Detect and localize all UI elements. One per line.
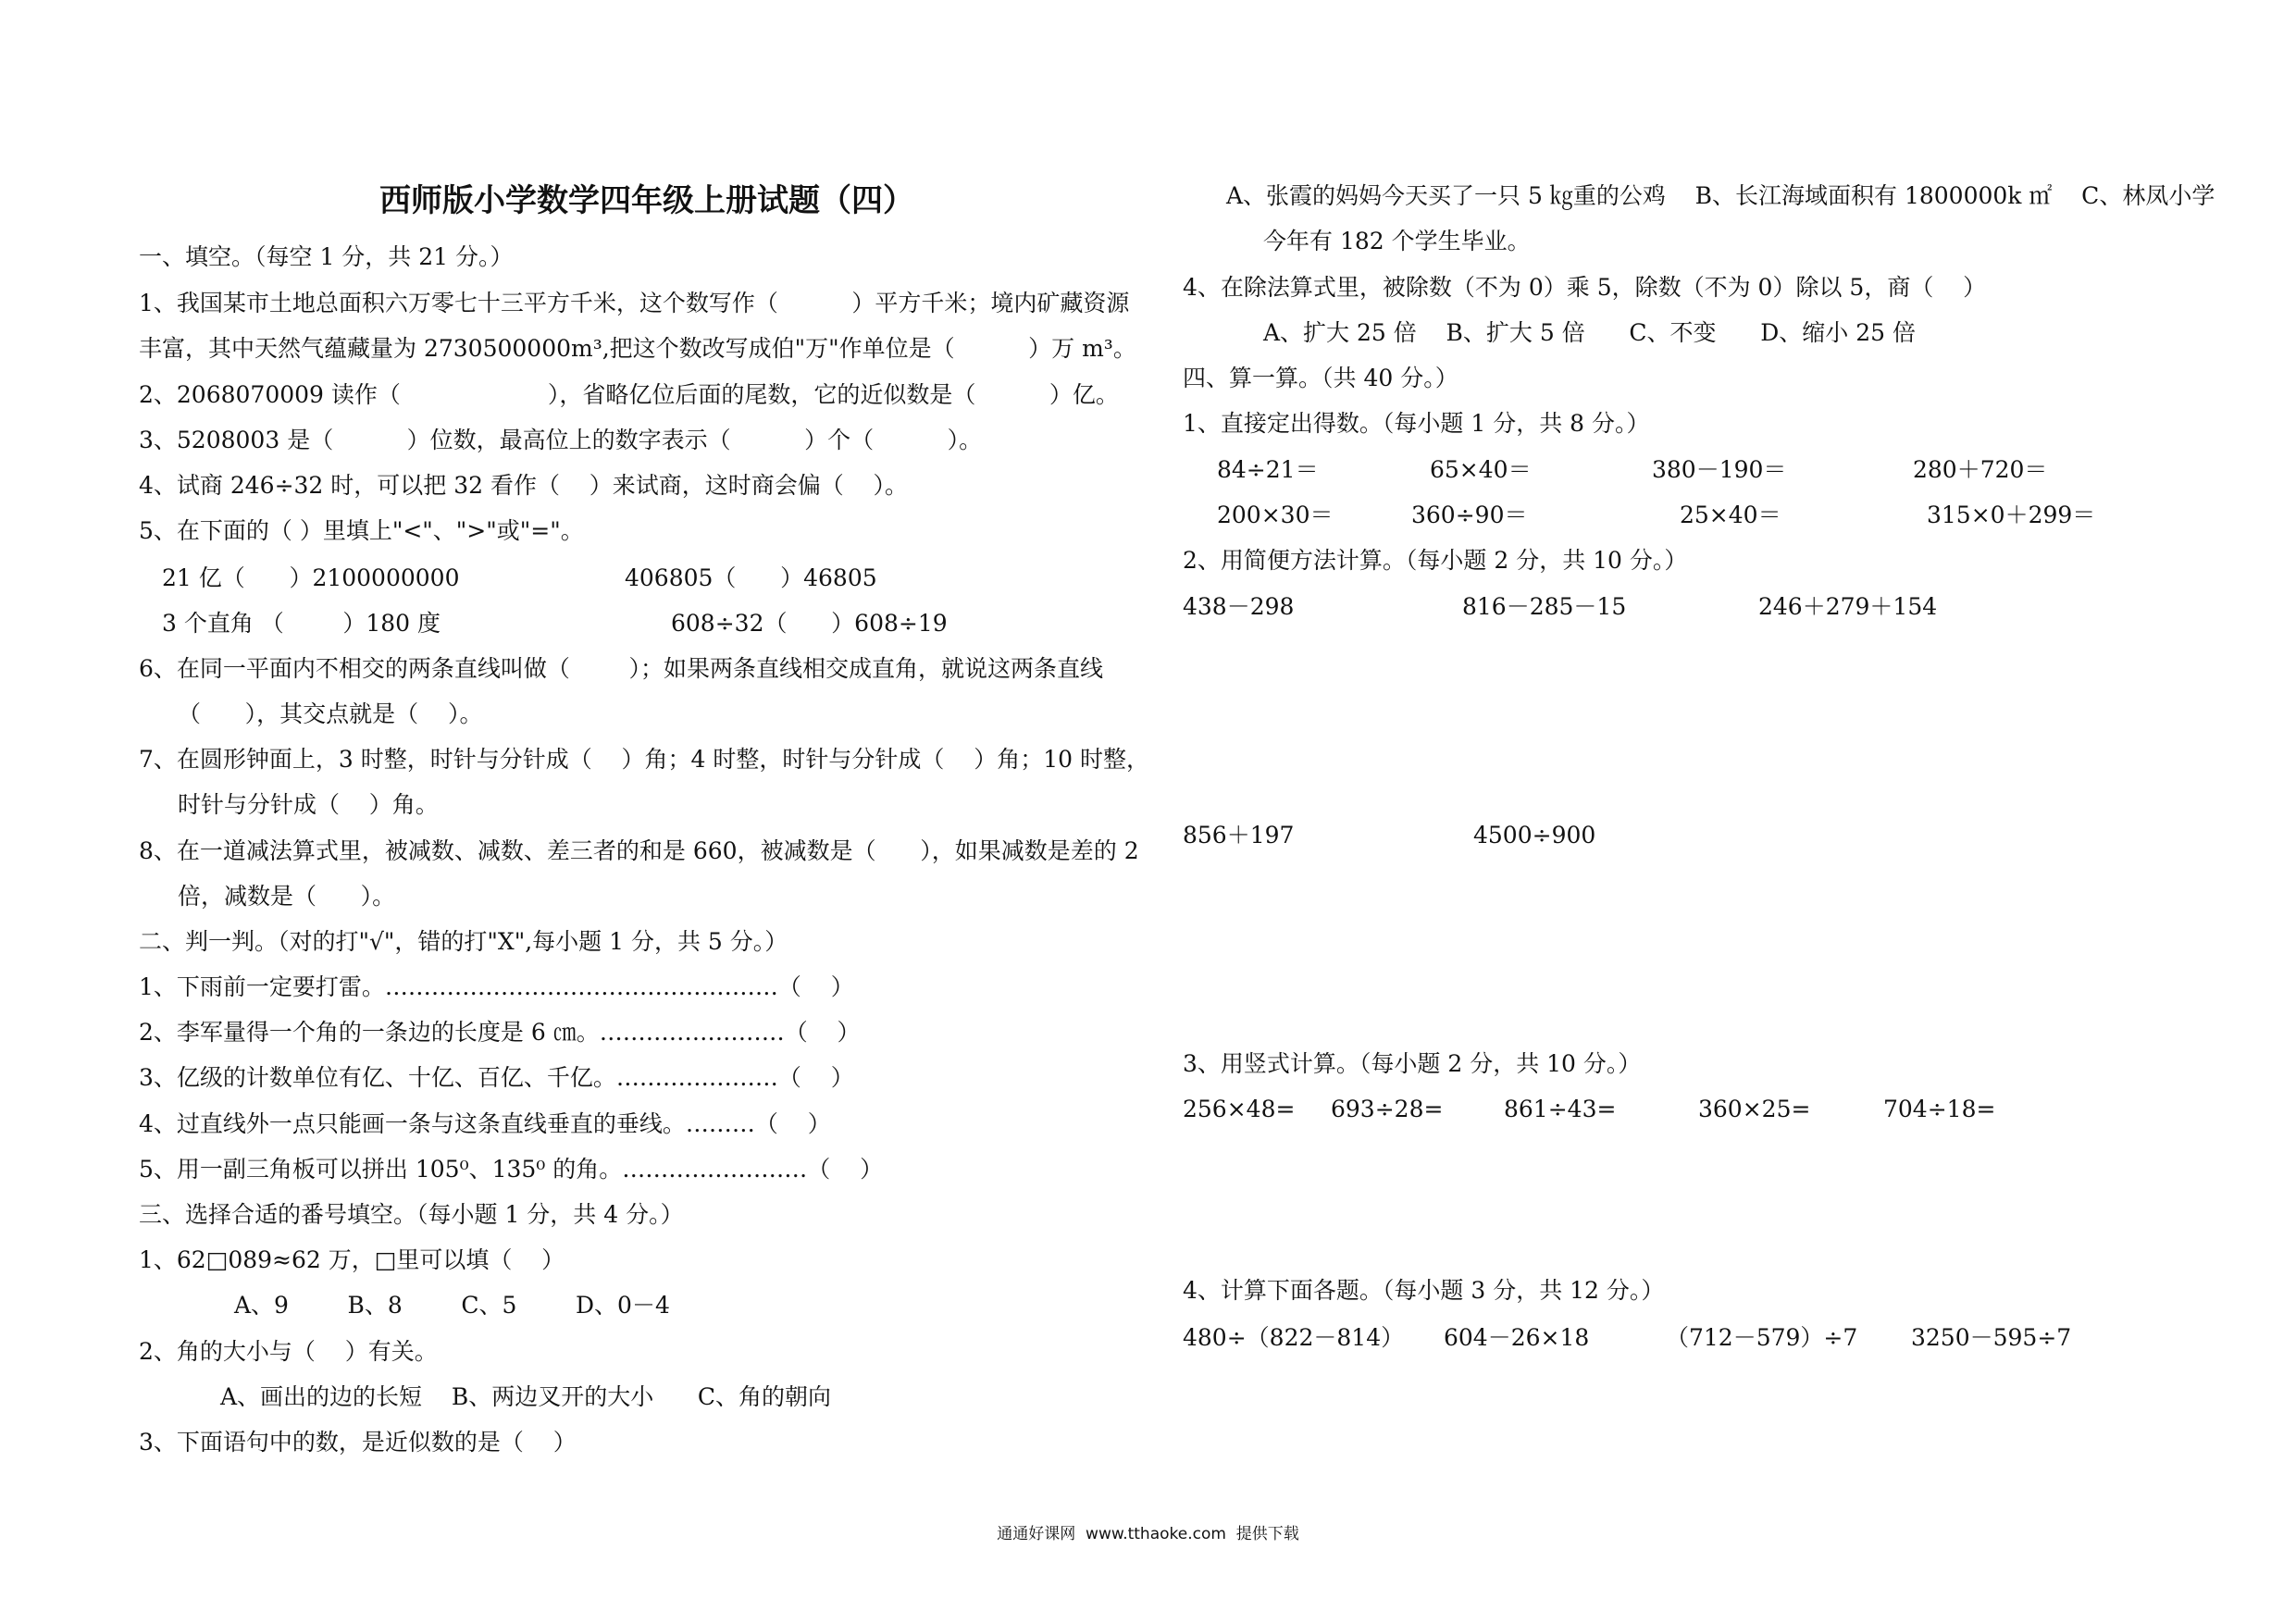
choice-1-options: A、9 B、8 C、5 D、0－4 [234, 1292, 670, 1319]
calc-item: （712－579）÷7 [1666, 1324, 1858, 1351]
calc-item: 200×30＝ [1217, 502, 1334, 528]
question-3: 3、5208003 是（ ）位数，最高位上的数字表示（ ）个（ ）。 [139, 427, 983, 453]
calc-item: 3250－595÷7 [1911, 1324, 2072, 1351]
judge-item: 1、下雨前一定要打雷。……………………………………………（ ） [139, 973, 854, 1000]
section-2-heading: 二、判一判。（对的打"√"，错的打"X",每小题 1 分，共 5 分。） [139, 928, 788, 955]
section-4-heading: 四、算一算。（共 40 分。） [1183, 365, 1458, 391]
page-footer: 通通好课网 www.tthaoke.com 提供下载 [997, 1525, 1299, 1543]
section-1-heading: 一、填空。（每空 1 分，共 21 分。） [139, 243, 514, 270]
calc-item: 25×40＝ [1680, 502, 1781, 528]
choice-1: 1、62□089≈62 万，□里可以填（ ） [139, 1246, 565, 1273]
question-1-line-1: 1、我国某市土地总面积六万零七十三平方千米，这个数写作（ ）平方千米；境内矿藏资源 [139, 290, 1130, 316]
choice-4: 4、在除法算式里，被除数（不为 0）乘 5，除数（不为 0）除以 5，商（ ） [1183, 274, 1987, 301]
part-3-heading: 3、用竖式计算。（每小题 2 分，共 10 分。） [1183, 1050, 1642, 1077]
part-2-heading: 2、用简便方法计算。（每小题 2 分，共 10 分。） [1183, 547, 1688, 574]
calc-item: 280＋720＝ [1913, 456, 2048, 483]
choice-2-options: A、画出的边的长短 B、两边叉开的大小 C、角的朝向 [220, 1383, 832, 1410]
calc-item: 693÷28= [1331, 1096, 1444, 1122]
calc-item: 84÷21＝ [1217, 456, 1319, 483]
question-8-line-1: 8、在一道减法算式里，被减数、减数、差三者的和是 660，被减数是（ ），如果减数是差的 2 [139, 837, 1139, 864]
question-2: 2、2068070009 读作（ ），省略亿位后面的尾数，它的近似数是（ ）亿。 [139, 381, 1119, 408]
judge-item: 3、亿级的计数单位有亿、十亿、百亿、千亿。…………………（ ） [139, 1064, 854, 1091]
question-5-item: 406805（ ）46805 [625, 564, 877, 591]
question-5-item: 3 个直角 （ ）180 度 [162, 610, 441, 637]
calc-item: 861÷43= [1504, 1096, 1617, 1122]
calc-item: 360÷90＝ [1411, 502, 1528, 528]
part-1-heading: 1、直接定出得数。（每小题 1 分，共 8 分。） [1183, 410, 1650, 437]
calc-item: 360×25= [1698, 1096, 1811, 1122]
judge-item: 4、过直线外一点只能画一条与这条直线垂直的垂线。………（ ） [139, 1110, 831, 1137]
choice-3-options-line-2: 今年有 182 个学生毕业。 [1263, 228, 1531, 254]
part-4-heading: 4、计算下面各题。（每小题 3 分，共 12 分。） [1183, 1277, 1665, 1304]
choice-3: 3、下面语句中的数，是近似数的是（ ） [139, 1429, 577, 1456]
question-6-line-2: （ ），其交点就是（ ）。 [178, 700, 483, 727]
calc-item: 315×0＋299＝ [1927, 502, 2096, 528]
calc-item: 256×48= [1183, 1096, 1296, 1122]
calc-item: 816－285－15 [1462, 593, 1627, 620]
question-5: 5、在下面的（ ）里填上"<"、">"或"="。 [139, 517, 584, 544]
calc-item: 438－298 [1183, 593, 1295, 620]
calc-item: 380－190＝ [1652, 456, 1787, 483]
calc-item: 65×40＝ [1430, 456, 1532, 483]
calc-item: 4500÷900 [1473, 822, 1596, 849]
question-8-line-2: 倍，减数是（ ）。 [178, 883, 396, 910]
question-7-line-2: 时针与分针成（ ）角。 [178, 791, 439, 818]
question-4: 4、试商 246÷32 时，可以把 32 看作（ ）来试商，这时商会偏（ ）。 [139, 472, 909, 499]
calc-item: 604－26×18 [1444, 1324, 1590, 1351]
calc-item: 246＋279＋154 [1758, 593, 1938, 620]
choice-2: 2、角的大小与（ ）有关。 [139, 1338, 438, 1365]
choice-4-options: A、扩大 25 倍 B、扩大 5 倍 C、不变 D、缩小 25 倍 [1263, 319, 1916, 346]
judge-item: 2、李军量得一个角的一条边的长度是 6 ㎝。……………………（ ） [139, 1019, 861, 1046]
section-3-heading: 三、选择合适的番号填空。（每小题 1 分，共 4 分。） [139, 1201, 684, 1228]
question-6-line-1: 6、在同一平面内不相交的两条直线叫做（ ）；如果两条直线相交成直角，就说这两条直线 [139, 655, 1103, 682]
calc-item: 704÷18= [1883, 1096, 1996, 1122]
calc-item: 480÷（822－814） [1183, 1324, 1405, 1351]
exam-title: 西师版小学数学四年级上册试题（四） [379, 182, 914, 219]
calc-item: 856＋197 [1183, 822, 1295, 849]
question-1-line-2: 丰富，其中天然气蕴藏量为 2730500000m³,把这个数改写成伯"万"作单位是（ ）万 m³。 [139, 335, 1136, 362]
question-7-line-1: 7、在圆形钟面上，3 时整，时针与分针成（ ）角；4 时整，时针与分针成（ ）角；10 时整， [139, 746, 1149, 773]
question-5-item: 608÷32（ ）608÷19 [671, 610, 948, 637]
judge-item: 5、用一副三角板可以拼出 105⁰、135⁰ 的角。……………………（ ） [139, 1156, 884, 1183]
choice-3-options-line-1: A、张霞的妈妈今天买了一只 5 ㎏重的公鸡 B、长江海域面积有 1800000k ㎡ C、林凤小学 [1226, 182, 2215, 209]
question-5-item: 21 亿（ ）2100000000 [162, 564, 460, 591]
